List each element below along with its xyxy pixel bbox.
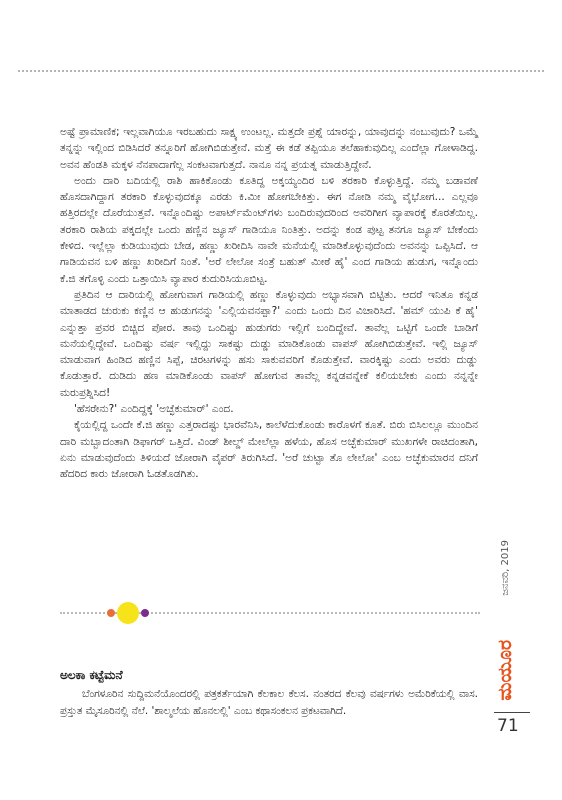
divider-dot-orange — [107, 609, 115, 617]
section-divider — [60, 612, 480, 622]
author-name: ಅಲಕಾ ಕಟ್ಟೆಮನೆ — [60, 668, 123, 682]
page-number-rule — [494, 712, 530, 713]
article-body — [60, 124, 478, 483]
article-paragraph: 'ಹೆಸರೇನು?' ಎಂದಿದ್ದಕ್ಕೆ 'ಅಚ್ಛೆಕುಮಾರ್' ಎಂದ. — [74, 403, 234, 416]
divider-dot-purple — [141, 609, 149, 617]
article-paragraph: ಅಂದು ದಾರಿ ಬದಿಯಲ್ಲಿ ರಾಶಿ ಹಾಕಿಕೊಂಡು ಕೂತಿದ್ದ ಅಕ್ಕಯ್ಯಂದಿರ ಬಳಿ ತರಕಾರಿ ಕೊಳ್ಳುತ್ತಿದ್ದೆ. ನಮ್ಮ ಬಡಾವಣೆ ಹೊಸದಾಗಿದ್ದಾಗ ತರಕಾರಿ ಕೊಳ್ಳುವುದಕ್ಕೂ ಎರಡು ಕಿ.ಮೀ ಹೋಗಬೇಕಿತ್ತು. ಈಗ ನೋಡಿ ನಮ್ಮ ವೈಭೋಗ... ಎಲ್ಲವೂ ಹತ್ತಿರದಲ್ಲೇ ದೊರೆಯುತ್ತವೆ. ಇನ್ನೊಂದಿಷ್ಟು ಅಪಾರ್ಟ್‌ಮೆಂಟ್‌ಗಳು ಬಂದಿರುವುದರಿಂದ ಅವರಿಗೀಗ ವ್ಯಾಪಾರಕ್ಕೆ ಕೊರತೆಯಿಲ್ಲ. ತರಕಾರಿ ರಾಶಿಯ ಪಕ್ಕದಲ್ಲೇ ಒಂದು ಹಣ್ಣಿನ ಜ್ಯೂಸ್ ಗಾಡಿಯೂ ನಿಂತಿತ್ತು. ಅದನ್ನು ಕಂಡ ಪುಟ್ಟ ತನಗೂ ಜ್ಯೂಸ್ ಬೇಕೆಂದು ಕೇಳಿದ. ಇಲ್ಲೆಲ್ಲಾ ಕುಡಿಯುವುದು ಬೇಡ, ಹಣ್ಣು ಖರೀದಿಸಿ ನಾವೇ ಮನೆಯಲ್ಲಿ ಮಾಡಿಕೊಳ್ಳುವುದೆಂದು ಅವನನ್ನು ಒಪ್ಪಿಸಿದೆ. ಆ ಗಾಡಿಯವನ ಬಳಿ ಹಣ್ಣು ಖರೀದಿಗೆ ನಿಂತೆ. 'ಅರೆ ಲೇಲೋ ಸಂತ್ರೆ ಬಹುತ್ ಮೀಠೆ ಹೈ' ಎಂದ ಗಾಡಿಯ ಹುಡುಗ, ಇನ್ನೊಂದು ಕೆ.ಜಿ ತಗೊಳ್ಳಿ ಎಂದು ಒತ್ತಾಯಿಸಿ ವ್ಯಾಪಾರ ಕುದುರಿಸಿಯೂಬಿಟ್ಟ. — [60, 174, 478, 285]
author-bio — [60, 686, 478, 720]
article-paragraph: ಅಷ್ಟೆ ಪ್ರಾಮಾಣಿಕ; ಇಲ್ಲವಾಗಿಯೂ ಇರಬಹುದು ಸಾಕ್ಷ್ಯ ಉಂಟಲ್ಲ. ಮತ್ತದೇ ಪ್ರಶ್ನೆ ಯಾರನ್ನು, ಯಾವುದನ್ನು ನಂಬುವುದು? ಒಮ್ಮೆ ತನ್ನನ್ನು ಇಲ್ಲಿಂದ ಬಿಡಿಸಿದರೆ ತನ್ನೂರಿಗೆ ಹೋಗಿಬಿಡುತ್ತೇನೆ. ಮತ್ತೆ ಈ ಕಡೆ ತಪ್ಪಿಯೂ ತಲೆಹಾಕುವುದಿಲ್ಲ ಎಂದೆಲ್ಲಾ ಗೋಳಾಡಿದ್ದ. ಅವನ ಹೆಂಡತಿ ಮಕ್ಕಳ ನೆನಪಾದಾಗೆಲ್ಲ ಸಂಕಟವಾಗುತ್ತದೆ. ನಾನೂ ನನ್ನ ಪ್ರಯತ್ನ ಮಾಡುತ್ತಿದ್ದೇನೆ. — [60, 126, 478, 171]
issue-date: ಜನವರಿ, 2019 — [500, 540, 511, 596]
magazine-logo: ಮಯೂರ — [494, 640, 516, 701]
article-paragraph: ಪ್ರತಿದಿನ ಆ ದಾರಿಯಲ್ಲಿ ಹೋಗುವಾಗ ಗಾಡಿಯಲ್ಲಿ ಹಣ್ಣು ಕೊಳ್ಳುವುದು ಅಭ್ಯಾಸವಾಗಿ ಬಿಟ್ಟಿತು. ಆದರೆ ಇನಿತೂ ಕನ್ನಡ ಮಾತಾಡದ ಚುರುಕು ಕಣ್ಣಿನ ಆ ಹುಡುಗನನ್ನು 'ಎಲ್ಲಿಯವನಪ್ಪಾ?' ಎಂದು ಒಂದು ದಿನ ವಿಚಾರಿಸಿದೆ. 'ಹಮ್ ಯುಪಿ ಕೆ ಹೈ' ಎನ್ನುತ್ತಾ ಪ್ರವರ ಬಿಚ್ಚಿದ ಪೋರ. ತಾವು ಒಂದಿಷ್ಟು ಹುಡುಗರು ಇಲ್ಲಿಗೆ ಬಂದಿದ್ದೇವೆ. ತಾವೆಲ್ಲ ಒಟ್ಟಿಗೆ ಒಂದೇ ಬಾಡಿಗೆ ಮನೆಯಲ್ಲಿದ್ದೇವೆ. ಒಂದಿಷ್ಟು ವರ್ಷ ಇಲ್ಲಿದ್ದು ಸಾಕಷ್ಟು ದುಡ್ಡು ಮಾಡಿಕೊಂಡು ವಾಪಸ್ ಹೋಗಿಬಿಡುತ್ತೇವೆ. ಇಲ್ಲಿ ಜ್ಯೂಸ್ ಮಾಡುವಾಗ ಹಿಂಡಿದ ಹಣ್ಣಿನ ಸಿಪ್ಪೆ, ಚಿರಟಗಳನ್ನು ಹಸು ಸಾಕುವವರಿಗೆ ಕೊಡುತ್ತೇವೆ. ವಾರಕ್ಕಿಷ್ಟು ಎಂದು ಅವರು ದುಡ್ಡು ಕೊಡುತ್ತಾರೆ. ದುಡಿದು ಹಣ ಮಾಡಿಕೊಂಡು ವಾಪಸ್ ಹೋಗುವ ತಾವೆಲ್ಲ ಕನ್ನಡವನ್ನೇಕೆ ಕಲಿಯಬೇಕು ಎಂದು ನನ್ನನ್ನೇ ಮರುಪ್ರಶ್ನಿಸಿದ! — [60, 288, 478, 399]
top-dotted-rule — [18, 70, 544, 72]
page-number: 71 — [497, 716, 519, 736]
article-paragraph: ಕೈಯಲ್ಲಿದ್ದ ಒಂದೇ ಕೆ.ಜಿ ಹಣ್ಣು ಎತ್ತರಾದಷ್ಟು ಭಾರವೆನಿಸಿ, ಕಾಲೆಳೆದುಕೊಂಡು ಕಾರೊಳಗೆ ಕೂತೆ. ಬಿರು ಬಿಸಿಲಲ್ಲೂ ಮುಂದಿನ ದಾರಿ ಮಬ್ಬಾದಂತಾಗಿ ಡಿಫಾಗರ್ ಒತ್ತಿದೆ. ವಿಂಡ್ ಶೀಲ್ಡ್ ಮೇಲೆಲ್ಲಾ ಹಳೆಯ, ಹೊಸ ಅಚ್ಛೆಕುಮಾರ್ ಮುಖಗಳೇ ರಾಚಿದಂತಾಗಿ, ಏನು ಮಾಡುವುದೆಂದು ತಿಳಿಯದೆ ಜೋರಾಗಿ ವೈಪರ್ ತಿರುಗಿಸಿದೆ. 'ಅರೆ ಚುಟ್ಟಾ ತೊ ಲೇಲೋ' ಎಂಬ ಅಚ್ಛೆಕುಮಾರನ ದನಿಗೆ ಹೆದರಿದ ಕಾರು ಜೋರಾಗಿ ಓಡತೊಡಗಿತು. — [60, 419, 478, 481]
divider-dot-yellow — [117, 602, 139, 624]
author-bio-text: ಬೆಂಗಳೂರಿನ ಸುದ್ದಿಮನೆಯೊಂದರಲ್ಲಿ ಪತ್ರಕರ್ತೆಯಾಗಿ ಕೆಲಕಾಲ ಕೆಲಸ. ನಂತರದ ಕೆಲವು ವರ್ಷಗಳು ಅಮೆರಿಕೆಯಲ್ಲಿ ವಾಸ. ಪ್ರಸ್ತುತ ಮೈಸೂರಿನಲ್ಲಿ ನೆಲೆ. 'ಶಾಲ್ಮಲೆಯ ಹೊನಲಲ್ಲಿ' ಎಂಬ ಕಥಾಸಂಕಲನ ಪ್ರಕಟವಾಗಿದೆ. — [60, 688, 478, 717]
side-masthead — [496, 540, 520, 730]
